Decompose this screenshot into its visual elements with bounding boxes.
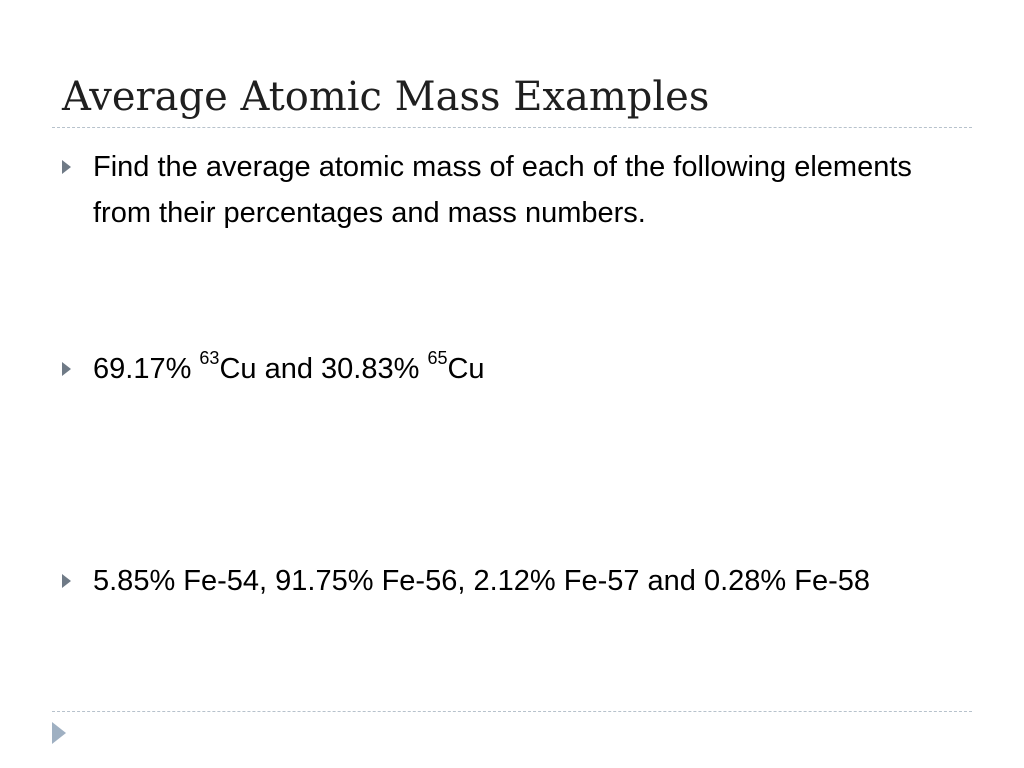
copper-symbol: Cu <box>447 353 485 385</box>
bullet-item-iron <box>62 558 962 604</box>
footer-divider <box>52 711 972 712</box>
title-divider <box>52 127 972 128</box>
mass-number-65: 65 <box>427 348 448 369</box>
triangle-bullet-icon <box>62 160 71 174</box>
next-slide-arrow-icon[interactable] <box>52 722 66 744</box>
bullet-text: 5.85% Fe-54, 91.75% Fe-56, 2.12% Fe-57 and 0.28% Fe-58 <box>93 565 871 597</box>
mass-number-63: 63 <box>199 348 220 369</box>
triangle-bullet-icon <box>62 574 71 588</box>
bullet-item-instructions <box>62 144 962 236</box>
bullet-text: Find the average atomic mass of each of the following elements from their percentages and mass numbers. <box>93 151 912 229</box>
bullet-text <box>93 346 962 392</box>
copper-percent-1: 69.17% <box>93 353 200 385</box>
copper-percent-2: Cu and 30.83% <box>219 353 428 385</box>
slide-title: Average Atomic Mass Examples <box>62 74 710 120</box>
bullet-item-copper <box>62 346 962 392</box>
triangle-bullet-icon <box>62 362 71 376</box>
